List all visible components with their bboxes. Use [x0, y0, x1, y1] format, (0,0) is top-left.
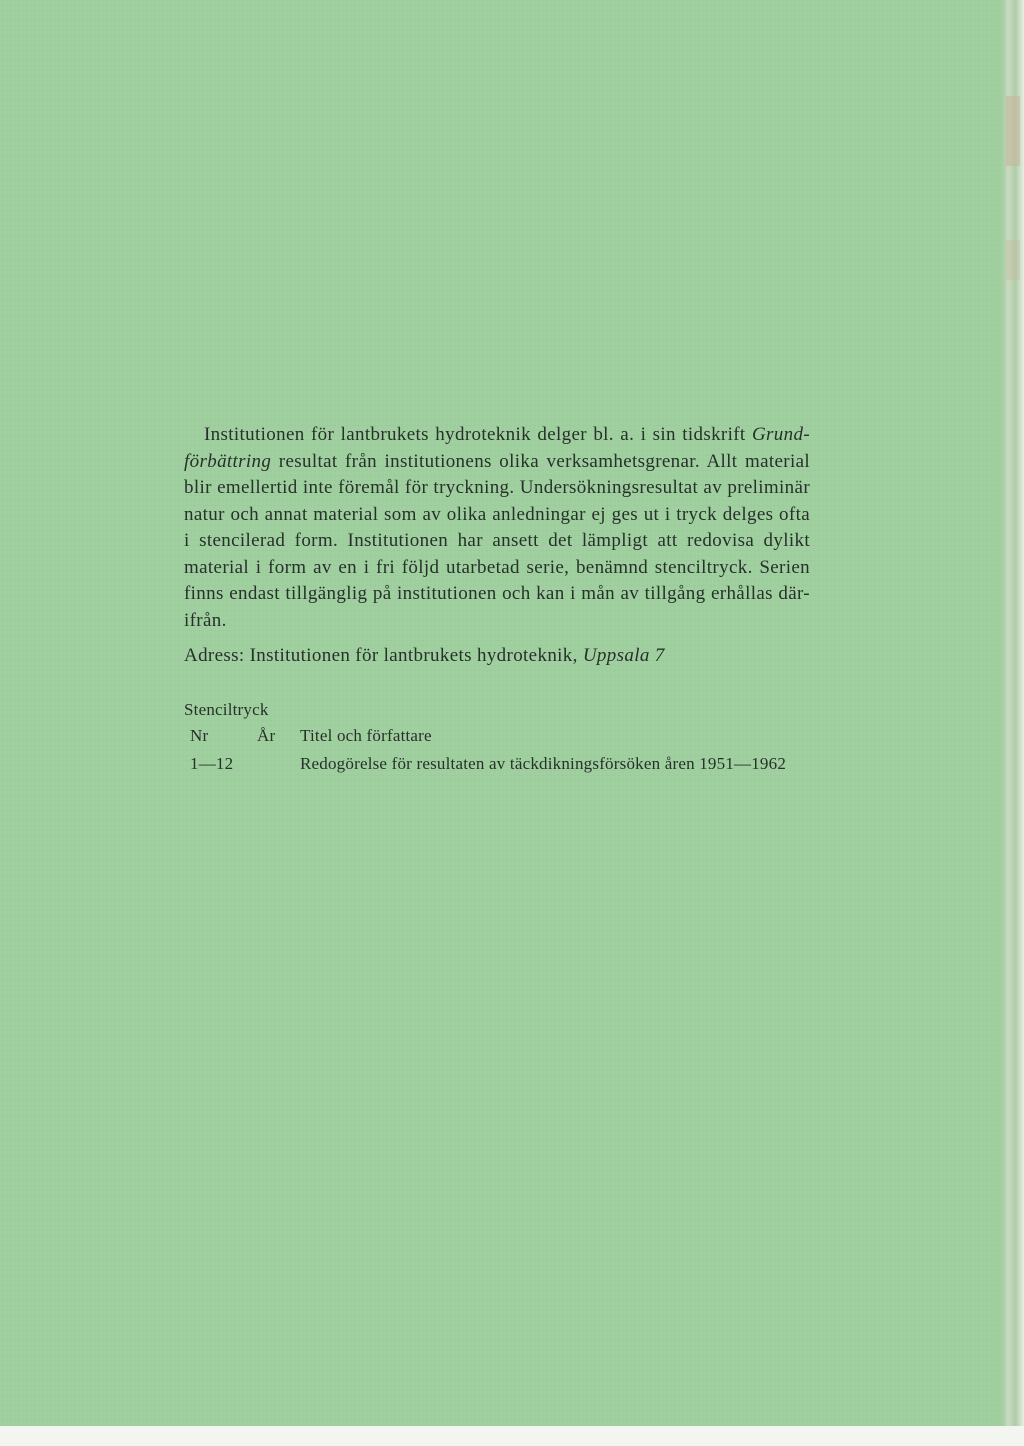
series-table	[184, 726, 810, 782]
series-heading: Stenciltryck	[184, 700, 269, 719]
table-row	[184, 754, 810, 782]
row-nr: 1—12	[190, 754, 234, 773]
column-header-title: Titel och författare	[300, 726, 432, 745]
page-edge-stain	[1006, 96, 1020, 166]
journal-title: Grund-förbättring	[184, 424, 810, 472]
page-edge-stain	[1006, 240, 1020, 280]
column-header-year: År	[257, 726, 276, 745]
intro-text-rest: resultat från institutionens olika verksamhetsgrenar. Allt material blir emellertid inte föremål för tryckning. Undersökningsresultat av preliminär natur och annat material som av olika anledningar ej ges ut i tryck delges ofta i stencilerad form. Institutionen har ansett det lämpligt att redovisa dylikt material i form av en i fri följd utarbetad serie, benämnd stenciltryck. Serien finns endast tillgänglig på institutionen och kan i mån av tillgång erhållas där-ifrån.	[184, 450, 810, 631]
intro-text-start: Institutionen för lantbrukets hydroteknik delger bl. a. i sin tidskrift	[204, 424, 752, 445]
column-header-nr: Nr	[190, 726, 209, 745]
address-line	[184, 643, 810, 669]
series-table-header	[184, 726, 810, 754]
content-block	[184, 422, 810, 782]
page-edge	[990, 0, 1024, 1426]
address-label: Adress: Institutionen för lantbrukets hydroteknik,	[184, 645, 583, 666]
intro-paragraph	[184, 422, 810, 634]
row-title: Redogörelse för resultaten av täckdikningsförsöken åren 1951—1962	[300, 754, 787, 773]
address-city: Uppsala 7	[582, 645, 665, 666]
